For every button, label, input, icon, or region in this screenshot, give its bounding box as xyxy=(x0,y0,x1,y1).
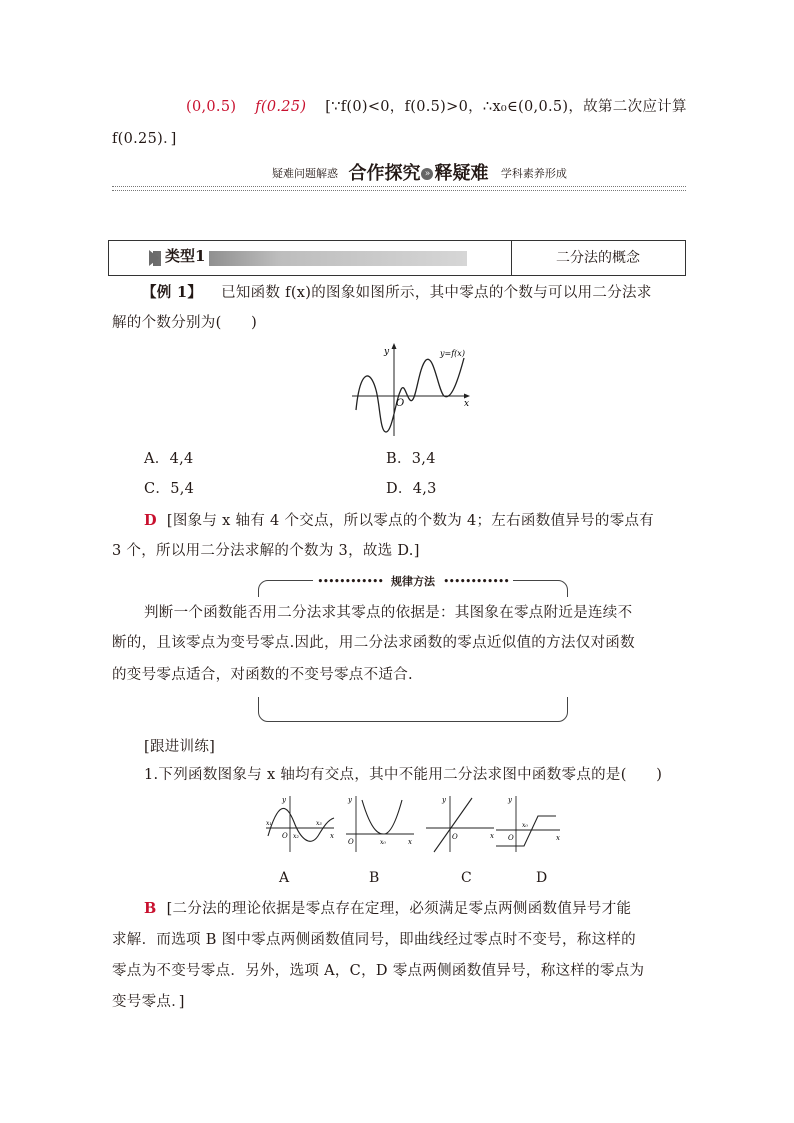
graph-b xyxy=(344,792,418,856)
y-axis-arrow-icon xyxy=(392,343,397,349)
option-a: A．4,4 xyxy=(144,451,194,467)
follow-solution-line2: 求解．而选项 B 图中零点两侧函数值同号，即曲线经过零点时不变号，称这样的 xyxy=(112,932,636,948)
header-arrow-icon: » xyxy=(421,168,433,180)
example1-text1: 已知函数 f(x)的图象如图所示，其中零点的个数与可以用二分法求 xyxy=(221,285,652,301)
graph-a xyxy=(264,792,338,856)
graph-c-x: x xyxy=(490,832,494,840)
header-center-text-2: 释疑难 xyxy=(434,163,489,184)
graph-y-label: y xyxy=(384,347,390,357)
option-b: B．3,4 xyxy=(386,451,436,467)
method-line2: 断的，且该零点为变号零点.因此，用二分法求函数的零点近似值的方法仅对函数 xyxy=(112,635,635,651)
graph-x-label: x xyxy=(464,399,470,409)
type-box-left xyxy=(109,241,512,275)
graph-a-o: O xyxy=(282,832,288,840)
graph-d xyxy=(494,792,568,856)
graph-d-x0: x₀ xyxy=(522,822,528,829)
follow-solution-line3: 零点为不变号零点．另外，选项 A，C，D 零点两侧函数值异号，称这样的零点为 xyxy=(112,963,645,979)
follow-label: [跟进训练] xyxy=(144,739,216,755)
option-c: C．5,4 xyxy=(144,481,195,497)
graph-d-x: x xyxy=(556,834,560,842)
answer-2: f(0.25) xyxy=(255,99,307,115)
graph-b-curve xyxy=(362,800,402,834)
follow-solution-line1 xyxy=(144,894,631,924)
option-d: D．4,3 xyxy=(386,481,437,497)
graph-a-x1: x₁ xyxy=(266,820,272,827)
method-line1: 判断一个函数能否用二分法求其零点的依据是：其图象在零点附近是连续不 xyxy=(144,605,633,621)
graph-a-y: y xyxy=(282,796,286,804)
top-answer-line1 xyxy=(186,92,687,122)
example1-line2: 解的个数分别为( ) xyxy=(112,315,258,331)
graph-b-x0: x₀ xyxy=(380,839,386,846)
follow-solution-line4: 变号零点．] xyxy=(112,994,185,1010)
solution1-line1 xyxy=(144,506,654,536)
method-title-dots-left: •••••••••••• xyxy=(313,575,387,588)
follow-answer: B xyxy=(144,900,157,917)
method-title-dots-right: •••••••••••• xyxy=(439,575,513,588)
graph-a-x3: x₃ xyxy=(316,820,322,827)
graph-origin-label: O xyxy=(396,398,405,409)
graph-c xyxy=(424,792,498,856)
graph-a-x2: x₂ xyxy=(293,833,299,840)
graph-b-y: y xyxy=(348,796,352,804)
type-title: 二分法的概念 xyxy=(556,250,640,266)
graph-label-d: D xyxy=(536,870,548,886)
section-header xyxy=(272,162,567,186)
graph-b-o: O xyxy=(348,838,354,846)
method-title xyxy=(266,573,560,589)
follow-solution-text1: [二分法的理论依据是零点存在定理，必须满足零点两侧函数值异号才能 xyxy=(166,901,632,917)
graph-d-o: O xyxy=(508,834,514,842)
example1-line1 xyxy=(142,278,652,308)
answer-reason-1: [∵f(0)<0，f(0.5)>0，∴x₀∈(0,0.5)，故第二次应计算 xyxy=(325,99,687,115)
solution1-answer: D xyxy=(144,512,157,529)
graph-d-curve xyxy=(496,816,556,846)
x-axis-arrow-icon xyxy=(464,394,470,399)
graph-c-line xyxy=(434,798,472,852)
graph-c-o: O xyxy=(452,833,458,841)
method-line3: 的变号零点适合，对函数的不变号零点不适合. xyxy=(112,667,413,683)
graph-c-y: y xyxy=(442,796,446,804)
function-curve xyxy=(356,358,464,432)
type-box xyxy=(108,240,686,276)
graph-label-b: B xyxy=(369,870,380,886)
method-title-text: 规律方法 xyxy=(387,575,439,588)
graph-function-label: y=f(x) xyxy=(440,349,465,358)
type-tag: 类型1 xyxy=(161,245,209,266)
header-right-text: 学科素养形成 xyxy=(500,167,567,180)
example1-graph xyxy=(346,340,476,440)
graph-label-a: A xyxy=(279,870,290,886)
graph-label-c: C xyxy=(461,870,472,886)
header-center-text: 合作探究 xyxy=(348,163,421,184)
solution1-line2: 3 个，所以用二分法求解的个数为 3，故选 D.] xyxy=(112,543,420,559)
answer-1: (0,0.5) xyxy=(186,99,237,115)
graph-a-curve xyxy=(268,808,334,841)
type-triangle-icon xyxy=(149,250,159,266)
graph-b-x: x xyxy=(408,838,412,846)
header-rule-bottom xyxy=(112,190,686,191)
header-left-text: 疑难问题解惑 xyxy=(272,167,338,180)
graph-d-y: y xyxy=(508,796,512,804)
answer-reason-2: f(0.25)．] xyxy=(112,131,177,147)
header-rule-top xyxy=(112,186,686,187)
example1-label: 【例 1】 xyxy=(142,284,203,301)
follow-question: 1.下列函数图象与 x 轴均有交点，其中不能用二分法求图中函数零点的是( ) xyxy=(144,767,663,783)
graph-a-x: x xyxy=(330,832,334,840)
solution1-text1: [图象与 x 轴有 4 个交点，所以零点的个数为 4；左右函数值异号的零点有 xyxy=(166,513,655,529)
